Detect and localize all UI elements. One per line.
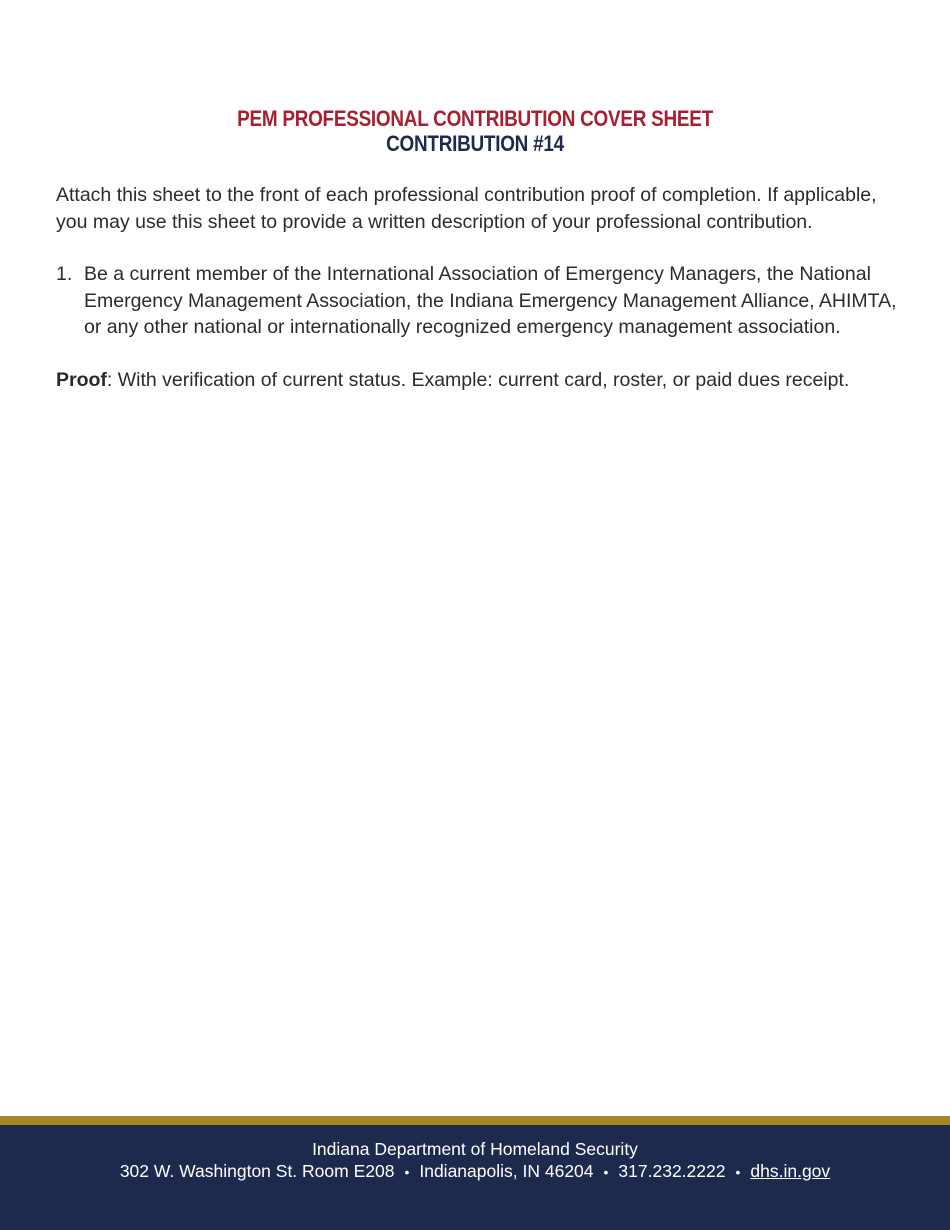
document-body bbox=[56, 182, 906, 393]
footer-gold-stripe bbox=[0, 1116, 950, 1125]
list-item-number: 1. bbox=[56, 263, 73, 285]
footer-website-link[interactable]: dhs.in.gov bbox=[750, 1161, 831, 1181]
page-subtitle: CONTRIBUTION #14 bbox=[386, 131, 564, 156]
proof-paragraph bbox=[56, 367, 906, 394]
list-item bbox=[56, 261, 906, 341]
footer-organization: Indiana Department of Homeland Security bbox=[312, 1139, 638, 1159]
intro-paragraph: Attach this sheet to the front of each professional contribution proof of completion. If applicable, you may use this sheet to provide a written description of your professional contribution. bbox=[56, 184, 877, 233]
page-title: PEM PROFESSIONAL CONTRIBUTION COVER SHEET bbox=[237, 106, 713, 131]
header bbox=[0, 106, 950, 156]
footer-separator: • bbox=[603, 1164, 609, 1180]
proof-text: : With verification of current status. Example: current card, roster, or paid dues receipt. bbox=[106, 368, 850, 391]
footer-city: Indianapolis, IN 46204 bbox=[419, 1161, 594, 1181]
footer-contact-line bbox=[0, 1160, 950, 1183]
footer bbox=[0, 1125, 950, 1230]
list-item-text: Be a current member of the International Association of Emergency Managers, the National Emergency Management Association, the Indiana Emergency Management Alliance, AHIMTA, or any other national or internationally recognized emergency management association. bbox=[84, 263, 897, 338]
requirements-list bbox=[56, 261, 906, 341]
footer-separator: • bbox=[404, 1164, 410, 1180]
footer-separator: • bbox=[735, 1164, 741, 1180]
footer-phone: 317.232.2222 bbox=[618, 1161, 726, 1181]
proof-label: Proof bbox=[56, 368, 107, 391]
footer-address: 302 W. Washington St. Room E208 bbox=[119, 1161, 395, 1181]
